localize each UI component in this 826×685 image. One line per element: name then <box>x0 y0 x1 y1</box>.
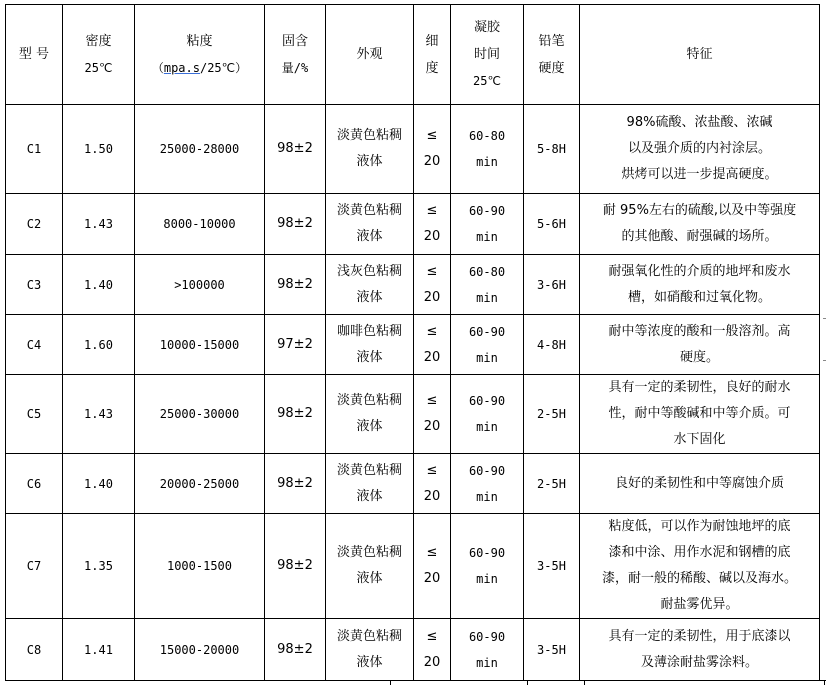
cell-solids <box>265 194 326 255</box>
cell-gel-time-line: 60-80 <box>468 264 506 279</box>
header-gel-line2: 时间 <box>473 47 500 62</box>
cell-pencil-hardness-line: 2-5H <box>537 476 566 491</box>
header-density-line2: 25℃ <box>84 60 113 75</box>
cell-fineness-line: ≤ <box>426 545 438 560</box>
cell-model <box>6 454 63 514</box>
cell-model <box>6 619 63 681</box>
cell-gel-time-line: min <box>476 230 498 244</box>
header-density <box>63 5 135 105</box>
cell-pencil-hardness-line: 3-5H <box>537 559 566 573</box>
cell-appearance-line: 液体 <box>356 229 383 244</box>
cell-viscosity <box>135 315 265 375</box>
cell-gel-time-line: 60-80 <box>468 129 506 143</box>
next-table-edge <box>390 680 826 684</box>
cell-gel-time <box>451 454 524 514</box>
header-model: 型 号 <box>6 5 63 105</box>
cell-fineness <box>414 619 451 681</box>
cell-model-line: C3 <box>26 277 42 292</box>
cell-gel-time <box>451 375 524 454</box>
cell-viscosity <box>135 514 265 619</box>
cell-fineness-line: 20 <box>423 154 441 169</box>
cell-appearance <box>326 315 414 375</box>
cell-features-line: 槽，如硝酸和过氧化物。 <box>627 289 771 305</box>
cell-features-line: 耐 95%左右的硫酸,以及中等强度 <box>602 203 797 218</box>
cell-viscosity-line: 8000-10000 <box>163 217 236 231</box>
cell-solids-line: 98±2 <box>277 558 313 573</box>
cell-model-line: C2 <box>26 217 42 231</box>
cell-viscosity <box>135 454 265 514</box>
cell-fineness <box>414 514 451 619</box>
cell-gel-time-line: min <box>476 572 498 586</box>
cell-features-line: 以及强介质的内衬涂层。 <box>627 141 771 156</box>
cell-viscosity <box>135 105 265 194</box>
cell-fineness <box>414 255 451 315</box>
header-viscosity-line1: 粘度 <box>186 33 213 49</box>
cell-features-line: 烘烤可以进一步提高硬度。 <box>621 167 778 182</box>
cell-features <box>580 194 820 255</box>
cell-density-line: 1.50 <box>84 142 113 156</box>
cell-appearance-line: 液体 <box>356 154 383 169</box>
cell-model <box>6 255 63 315</box>
cell-viscosity-line: 15000-20000 <box>159 642 240 657</box>
cell-appearance-line: 淡黄色粘稠 <box>336 203 402 218</box>
cell-pencil-hardness-line: 2-5H <box>537 407 566 421</box>
cell-features-line: 漆和中涂、用作水泥和钢槽的底 <box>608 545 791 560</box>
cell-gel-time-line: 60-90 <box>468 546 506 560</box>
cell-density <box>63 255 135 315</box>
cell-viscosity <box>135 194 265 255</box>
cell-gel-time-line: 60-90 <box>468 204 506 218</box>
cell-appearance-line: 淡黄色粘稠 <box>336 628 402 644</box>
cell-features-line: 的其他酸、耐强碱的场所。 <box>621 229 778 244</box>
header-viscosity <box>135 5 265 105</box>
cell-pencil-hardness <box>524 105 580 194</box>
cell-gel-time-line: min <box>476 420 498 434</box>
cell-solids <box>265 454 326 514</box>
cell-appearance <box>326 255 414 315</box>
cell-fineness-line: 20 <box>423 654 441 670</box>
cell-model <box>6 194 63 255</box>
header-appearance: 外观 <box>326 5 414 105</box>
cell-appearance-line: 液体 <box>356 654 383 670</box>
cell-density <box>63 375 135 454</box>
cell-appearance-line: 液体 <box>356 349 383 365</box>
cell-features-line: 耐中等浓度的酸和一般溶剂。高 <box>608 323 791 339</box>
cell-appearance <box>326 454 414 514</box>
cell-viscosity <box>135 375 265 454</box>
cell-appearance <box>326 375 414 454</box>
cell-density <box>63 315 135 375</box>
cell-density <box>63 619 135 681</box>
cell-features <box>580 514 820 619</box>
cell-appearance-line: 液体 <box>356 571 383 586</box>
next-table-tick <box>824 681 825 685</box>
table-row <box>6 514 820 619</box>
cell-fineness <box>414 454 451 514</box>
cell-features <box>580 375 820 454</box>
table-row <box>6 375 820 454</box>
cell-model-line: C8 <box>26 642 42 657</box>
cell-gel-time <box>451 619 524 681</box>
table-body <box>6 105 820 681</box>
cell-fineness-line: ≤ <box>426 128 438 143</box>
table-row <box>6 255 820 315</box>
cell-appearance-line: 淡黄色粘稠 <box>336 462 402 478</box>
cell-pencil-hardness <box>524 375 580 454</box>
header-gel-time <box>451 5 524 105</box>
table-row <box>6 454 820 514</box>
cell-solids-line: 97±2 <box>277 336 313 352</box>
cell-features-line: 水下固化 <box>673 432 726 447</box>
cell-model <box>6 375 63 454</box>
cell-gel-time <box>451 255 524 315</box>
cell-pencil-hardness <box>524 454 580 514</box>
cell-solids <box>265 619 326 681</box>
cell-density-line: 1.60 <box>84 337 113 352</box>
cell-fineness-line: ≤ <box>426 263 438 279</box>
cell-viscosity <box>135 619 265 681</box>
cell-appearance-line: 淡黄色粘稠 <box>336 128 402 143</box>
cell-pencil-hardness-line: 3-6H <box>537 277 566 292</box>
next-table-tick <box>584 681 585 685</box>
header-solids-line2: 量/% <box>281 60 309 75</box>
cell-gel-time <box>451 194 524 255</box>
cell-appearance-line: 浅灰色粘稠 <box>336 263 402 279</box>
table-row <box>6 619 820 681</box>
header-pencil-line1: 铅笔 <box>538 33 565 49</box>
cell-viscosity <box>135 255 265 315</box>
cell-density <box>63 454 135 514</box>
header-solids-line1: 固含 <box>281 33 308 49</box>
cell-appearance-line: 咖啡色粘稠 <box>336 323 402 339</box>
header-viscosity-suffix: /25℃） <box>199 60 248 75</box>
cell-fineness <box>414 315 451 375</box>
cell-solids <box>265 514 326 619</box>
cell-model-line: C4 <box>26 337 42 352</box>
cell-density-line: 1.43 <box>84 217 113 231</box>
cell-density-line: 1.40 <box>84 277 113 292</box>
next-table-tick <box>390 681 391 685</box>
cell-pencil-hardness <box>524 315 580 375</box>
cell-gel-time-line: 60-90 <box>468 394 506 408</box>
cell-features <box>580 454 820 514</box>
cell-gel-time-line: min <box>476 155 498 169</box>
cell-gel-time-line: 60-90 <box>468 324 506 339</box>
cell-gel-time-line: 60-90 <box>468 629 506 644</box>
cell-viscosity-line: 25000-30000 <box>159 407 240 421</box>
table-row <box>6 315 820 375</box>
cell-appearance <box>326 619 414 681</box>
cell-fineness <box>414 105 451 194</box>
header-fineness <box>414 5 451 105</box>
cell-solids <box>265 105 326 194</box>
cell-gel-time-line: min <box>476 350 498 365</box>
cell-features-line: 良好的柔韧性和中等腐蚀介质 <box>614 475 784 491</box>
cell-gel-time-line: 60-90 <box>468 463 506 478</box>
cell-features-line: 耐盐雾优异。 <box>660 597 739 612</box>
cell-appearance <box>326 194 414 255</box>
cell-appearance-line: 淡黄色粘稠 <box>336 393 402 408</box>
cell-solids <box>265 315 326 375</box>
header-pencil-hardness <box>524 5 580 105</box>
cell-fineness-line: ≤ <box>426 628 438 644</box>
cell-solids-line: 98±2 <box>277 216 313 231</box>
cell-density <box>63 105 135 194</box>
cell-fineness <box>414 194 451 255</box>
header-row <box>6 5 820 105</box>
cell-features-line: 性，耐中等酸碱和中等介质。可 <box>608 406 791 421</box>
header-pencil-line2: 硬度 <box>538 60 565 76</box>
cell-gel-time-line: min <box>476 290 498 305</box>
cell-model-line: C5 <box>26 407 42 421</box>
cell-viscosity-line: 1000-1500 <box>166 559 233 573</box>
cell-viscosity-line: 10000-15000 <box>159 337 240 352</box>
cell-model <box>6 514 63 619</box>
cell-gel-time <box>451 105 524 194</box>
cell-appearance-line: 液体 <box>356 488 383 504</box>
header-viscosity-line2 <box>135 55 264 82</box>
cell-density-line: 1.41 <box>84 642 113 657</box>
table-row <box>6 194 820 255</box>
header-gel-line3: 25℃ <box>473 74 501 88</box>
spec-table <box>5 4 820 681</box>
cell-solids-line: 98±2 <box>277 141 313 156</box>
cell-appearance-line: 液体 <box>356 419 383 434</box>
cell-density <box>63 194 135 255</box>
cell-gel-time <box>451 315 524 375</box>
cell-features <box>580 105 820 194</box>
cell-fineness-line: 20 <box>423 349 441 365</box>
cell-model-line: C6 <box>26 476 42 491</box>
table-row <box>6 105 820 194</box>
cell-model <box>6 105 63 194</box>
cell-fineness-line: 20 <box>423 229 441 244</box>
cell-gel-time-line: min <box>476 655 498 670</box>
cell-gel-time <box>451 514 524 619</box>
cell-model-line: C1 <box>26 142 42 156</box>
cell-appearance <box>326 514 414 619</box>
cell-fineness-line: ≤ <box>426 203 438 218</box>
cell-model-line: C7 <box>26 559 42 573</box>
header-viscosity-paren: （ <box>151 60 164 75</box>
cell-solids <box>265 375 326 454</box>
cell-pencil-hardness <box>524 619 580 681</box>
cell-solids-line: 98±2 <box>277 641 313 657</box>
cell-features-line: 98%硫酸、浓盐酸、浓碱 <box>626 115 773 130</box>
cell-solids-line: 98±2 <box>277 406 313 421</box>
cell-features-line: 耐强氧化性的介质的地坪和废水 <box>608 263 791 279</box>
cell-density <box>63 514 135 619</box>
cell-solids-line: 98±2 <box>277 276 313 292</box>
cell-pencil-hardness-line: 5-8H <box>537 142 566 156</box>
cell-pencil-hardness-line: 5-6H <box>537 217 566 231</box>
cell-model <box>6 315 63 375</box>
cell-fineness-line: ≤ <box>426 393 438 408</box>
cell-fineness-line: ≤ <box>426 323 438 339</box>
cell-features <box>580 255 820 315</box>
cell-fineness <box>414 375 451 454</box>
cell-appearance-line: 淡黄色粘稠 <box>336 545 402 560</box>
cell-appearance <box>326 105 414 194</box>
cell-fineness-line: 20 <box>423 419 441 434</box>
cell-appearance-line: 液体 <box>356 289 383 305</box>
cell-features-line: 及薄涂耐盐雾涂料。 <box>640 654 758 670</box>
cell-gel-time-line: min <box>476 489 498 504</box>
cell-features-line: 具有一定的柔韧性，用于底漆以 <box>608 628 791 644</box>
cell-viscosity-line: >100000 <box>174 277 225 292</box>
header-gel-line1: 凝胶 <box>473 20 500 35</box>
cell-fineness-line: 20 <box>423 488 441 504</box>
header-solids <box>265 5 326 105</box>
cell-features <box>580 619 820 681</box>
cell-features-line: 具有一定的柔韧性，良好的耐水 <box>608 380 791 395</box>
cell-density-line: 1.43 <box>84 407 113 421</box>
cell-pencil-hardness <box>524 255 580 315</box>
cell-fineness-line: 20 <box>423 571 441 586</box>
header-features: 特征 <box>580 5 820 105</box>
cell-solids-line: 98±2 <box>277 475 313 491</box>
cell-viscosity-line: 20000-25000 <box>159 476 240 491</box>
cell-density-line: 1.35 <box>84 559 113 573</box>
header-fineness-line1: 细 <box>425 33 439 49</box>
cell-solids <box>265 255 326 315</box>
cell-fineness-line: ≤ <box>426 462 438 478</box>
cell-pencil-hardness <box>524 514 580 619</box>
cell-pencil-hardness-line: 4-8H <box>537 337 566 352</box>
header-viscosity-unit: mpa.s <box>163 60 200 75</box>
cell-viscosity-line: 25000-28000 <box>159 142 240 156</box>
cell-features-line: 硬度。 <box>679 349 719 365</box>
cell-pencil-hardness <box>524 194 580 255</box>
header-density-line1: 密度 <box>85 33 112 49</box>
cell-features-line: 粘度低，可以作为耐蚀地坪的底 <box>608 519 791 534</box>
cell-fineness-line: 20 <box>423 289 441 305</box>
cell-pencil-hardness-line: 3-5H <box>537 642 566 657</box>
next-table-tick <box>527 681 528 685</box>
cell-features-line: 漆，耐一般的稀酸、碱以及海水。 <box>601 571 797 586</box>
header-fineness-line2: 度 <box>425 60 439 76</box>
cell-features <box>580 315 820 375</box>
cell-density-line: 1.40 <box>84 476 113 491</box>
